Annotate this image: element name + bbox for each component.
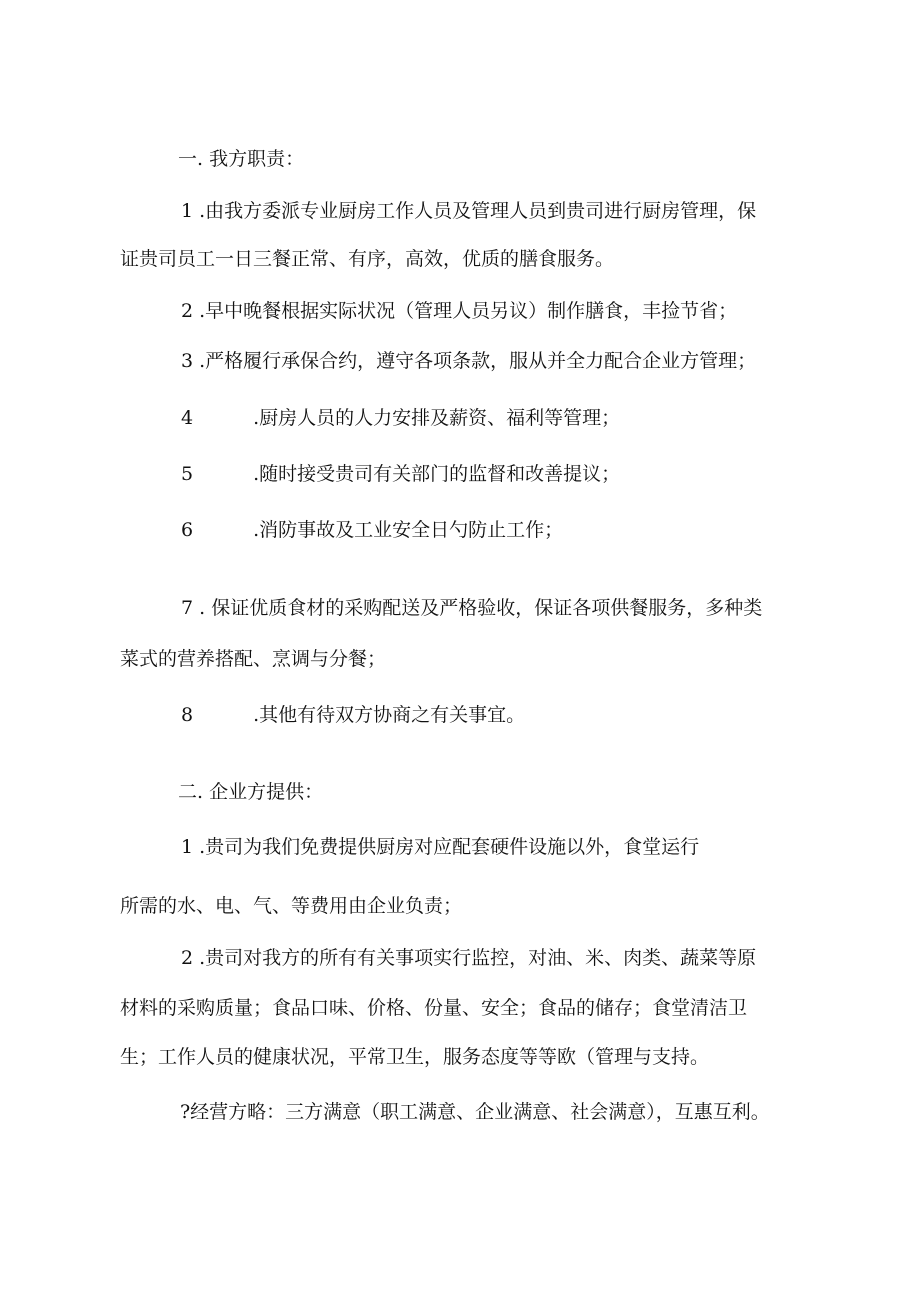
s2-item-2 [181, 946, 756, 970]
s2-item-1-num: 1 [181, 836, 194, 858]
s2-item-2-cont2: 生；工作人员的健康状况，平常卫生，服务态度等等欧（管理与支持。 [120, 1046, 710, 1068]
s1-item-2 [181, 299, 737, 323]
s1-item-3-num: 3 [181, 350, 194, 372]
s1-item-7-cont: 菜式的营养搭配、烹调与分餐； [120, 648, 387, 670]
s1-item-4 [181, 406, 620, 430]
s1-item-7-num: 7 [181, 597, 194, 619]
s1-item-7-text: . 保证优质食材的采购配送及严格验收，保证各项供餐服务，多种类 [199, 597, 763, 619]
s2-item-1-cont: 所需的水、电、气、等费用由企业负责； [120, 895, 463, 917]
s2-item-1-text: .贵司为我们免费提供厨房对应配套硬件设施以外，食堂运行 [199, 836, 700, 858]
strategy-line: ?经营方略：三方满意（职工满意、企业满意、社会满意），互惠互利。 [180, 1101, 770, 1123]
s1-item-2-num: 2 [181, 300, 194, 322]
s1-item-6 [181, 518, 563, 542]
s1-item-1-num: 1 [181, 200, 194, 222]
s1-item-3-text: .严格履行承保合约，遵守各项条款，服从并全力配合企业方管理； [199, 350, 757, 372]
s1-item-1-cont: 证贵司员工一日三餐正常、有序，高效，优质的膳食服务。 [120, 248, 615, 270]
s2-item-1 [181, 835, 699, 859]
s1-item-5 [181, 462, 620, 486]
s1-item-4-text: .厨房人员的人力安排及薪资、福利等管理； [253, 407, 621, 429]
s2-item-2-text: .贵司对我方的所有有关事项实行监控，对油、米、肉类、蔬菜等原 [199, 947, 757, 969]
s1-item-7 [181, 596, 762, 620]
s1-item-1-text: .由我方委派专业厨房工作人员及管理人员到贵司进行厨房管理，保 [199, 200, 757, 222]
s1-item-6-text: .消防事故及工业安全日勺防止工作； [253, 519, 564, 541]
s1-item-5-text: .随时接受贵司有关部门的监督和改善提议； [253, 463, 621, 485]
section1-heading: 一. 我方职责： [178, 148, 305, 170]
s1-item-3 [181, 349, 756, 373]
s1-item-6-num: 6 [181, 519, 194, 541]
s1-item-5-num: 5 [181, 463, 194, 485]
s1-item-8 [181, 703, 525, 727]
s2-item-2-cont: 材料的采购质量；食品口味、价格、份量、安全；食品的储存；食堂清洁卫 [120, 997, 748, 1019]
s2-item-2-num: 2 [181, 947, 194, 969]
s1-item-1 [181, 199, 756, 223]
s1-item-8-text: .其他有待双方协商之有关事宜。 [253, 704, 526, 726]
s1-item-4-num: 4 [181, 407, 194, 429]
s1-item-2-text: .早中晚餐根据实际状况（管理人员另议）制作膳食，丰捡节省； [199, 300, 738, 322]
s1-item-8-num: 8 [181, 704, 194, 726]
section2-heading: 二. 企业方提供： [178, 781, 324, 803]
